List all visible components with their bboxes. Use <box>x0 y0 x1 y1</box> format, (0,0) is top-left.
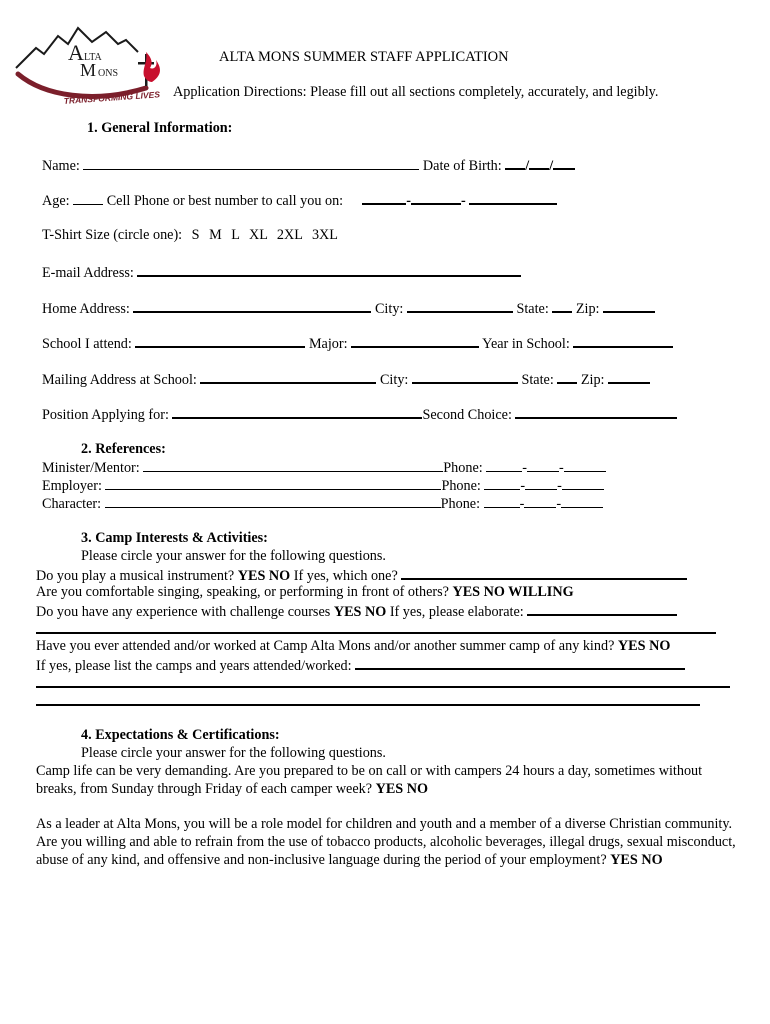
reference-phone-line[interactable] <box>562 476 604 490</box>
phone-dash: - <box>558 460 564 476</box>
age-phone-row <box>42 190 557 210</box>
tshirt-size-l[interactable]: L <box>231 227 240 243</box>
name-row <box>42 155 575 175</box>
answer-line[interactable] <box>36 632 716 634</box>
logo-word2-rest: ONS <box>98 68 119 79</box>
section3-heading: 3. Camp Interests & Activities: <box>81 530 268 546</box>
tshirt-size-s[interactable]: S <box>191 227 200 243</box>
zip-label: Zip: <box>580 372 605 388</box>
reference-phone-label: Phone: <box>441 478 481 494</box>
expectation-conduct <box>36 815 736 869</box>
yes-no-options[interactable]: YES NO <box>333 604 387 620</box>
year-label: Year in School: <box>482 336 570 352</box>
yes-no-options[interactable]: YES NO <box>617 638 671 654</box>
question-performing <box>36 583 574 601</box>
phone-dash: - <box>460 193 466 209</box>
yes-no-options[interactable]: YES NO <box>610 852 663 868</box>
city-label: City: <box>374 301 404 317</box>
zip-label: Zip: <box>575 301 600 317</box>
position-label: Position Applying for: <box>42 407 169 423</box>
instrument-field[interactable] <box>401 565 687 580</box>
challenge-elaborate-field[interactable] <box>527 601 677 616</box>
age-field[interactable] <box>73 191 103 205</box>
logo-letter-m: M <box>80 60 97 80</box>
question-text: Are you comfortable singing, speaking, or performing in front of others? <box>36 584 449 600</box>
reference-phone-area[interactable] <box>484 494 520 508</box>
phone-area-field[interactable] <box>362 190 406 205</box>
state-label: State: <box>521 372 554 388</box>
logo-letter-a: A <box>68 40 84 65</box>
answer-line[interactable] <box>36 686 730 688</box>
section3-instruction: Please circle your answer for the following questions. <box>81 548 386 564</box>
question-attended-camp <box>36 637 670 655</box>
dob-year-field[interactable] <box>553 155 575 170</box>
phone-dash: - <box>556 496 562 512</box>
major-field[interactable] <box>351 333 479 348</box>
reference-name-field[interactable] <box>105 494 441 508</box>
phone-dash: - <box>557 478 562 494</box>
reference-phone-label: Phone: <box>440 496 481 512</box>
mailing-city-field[interactable] <box>412 369 518 384</box>
question-text: Do you play a musical instrument? <box>36 568 235 584</box>
mailing-address-field[interactable] <box>200 369 376 384</box>
home-address-row <box>42 298 655 318</box>
question-followup: If yes, please elaborate: <box>389 604 524 620</box>
phone-dash: - <box>406 193 411 209</box>
reference-row <box>42 458 606 477</box>
phone-prefix-field[interactable] <box>411 190 461 205</box>
email-row <box>42 262 521 282</box>
dob-month-field[interactable] <box>505 155 525 170</box>
reference-phone-area[interactable] <box>484 476 520 490</box>
reference-phone-prefix[interactable] <box>525 476 557 490</box>
question-text: Have you ever attended and/or worked at Camp Alta Mons and/or another summer camp of any kind? <box>36 638 615 654</box>
question-text: Do you have any experience with challenge courses <box>36 604 331 620</box>
phone-dash: - <box>520 478 526 494</box>
yes-no-options[interactable]: YES NO <box>375 781 429 797</box>
expectation-availability <box>36 762 736 798</box>
reference-phone-prefix[interactable] <box>524 494 556 508</box>
question-challenge-courses <box>36 601 677 621</box>
mailing-address-row <box>42 369 650 389</box>
page-title: ALTA MONS SUMMER STAFF APPLICATION <box>219 49 509 65</box>
phone-label: Cell Phone or best number to call you on: <box>106 193 344 209</box>
home-address-label: Home Address: <box>42 301 130 317</box>
reference-phone-line[interactable] <box>564 458 606 472</box>
tshirt-row <box>42 226 338 244</box>
reference-label: Character: <box>42 496 102 512</box>
position-row <box>42 404 677 424</box>
email-label: E-mail Address: <box>42 265 134 281</box>
yes-no-options[interactable]: YES NO <box>237 568 291 584</box>
reference-label: Employer: <box>42 478 102 494</box>
dob-slash: / <box>525 158 530 174</box>
question-text: If yes, please list the camps and years attended/worked: <box>36 658 352 674</box>
reference-phone-label: Phone: <box>443 460 483 476</box>
school-label: School I attend: <box>42 336 132 352</box>
home-address-field[interactable] <box>133 298 371 313</box>
question-followup: If yes, which one? <box>293 568 398 584</box>
name-label: Name: <box>42 158 80 174</box>
expectation-text: Camp life can be very demanding. Are you prepared to be on call or with campers 24 hours a day, sometimes without breaks, from Sunday through Friday of each camper week? <box>36 763 703 797</box>
dob-label: Date of Birth: <box>422 158 502 174</box>
reference-phone-prefix[interactable] <box>527 458 559 472</box>
logo-word1-rest: LTA <box>84 52 102 63</box>
phone-line-field[interactable] <box>469 190 557 205</box>
home-city-field[interactable] <box>407 298 513 313</box>
home-state-field[interactable] <box>552 298 572 313</box>
section2-heading: 2. References: <box>81 441 166 457</box>
dob-slash: / <box>549 158 554 174</box>
alta-mons-logo <box>14 18 174 110</box>
tshirt-label: T-Shirt Size (circle one): <box>42 227 183 243</box>
home-zip-field[interactable] <box>603 298 655 313</box>
reference-phone-area[interactable] <box>486 458 522 472</box>
phone-dash: - <box>519 496 525 512</box>
reference-name-field[interactable] <box>105 476 441 490</box>
mailing-address-label: Mailing Address at School: <box>42 372 197 388</box>
year-field[interactable] <box>573 333 673 348</box>
reference-row <box>42 494 603 513</box>
school-row <box>42 333 673 353</box>
second-choice-field[interactable] <box>515 404 677 419</box>
position-field[interactable] <box>172 404 422 419</box>
tshirt-size-3xl[interactable]: 3XL <box>311 227 338 243</box>
mailing-state-field[interactable] <box>557 369 577 384</box>
cross-and-flame-icon <box>138 52 160 86</box>
phone-dash: - <box>522 460 527 476</box>
answer-line[interactable] <box>36 704 700 706</box>
email-field[interactable] <box>137 262 521 277</box>
second-choice-label: Second Choice: <box>422 407 512 423</box>
tshirt-size-xl[interactable]: XL <box>248 227 268 243</box>
city-label: City: <box>379 372 409 388</box>
section1-heading: 1. General Information: <box>87 120 233 136</box>
question-camps-list <box>36 655 685 675</box>
state-label: State: <box>516 301 549 317</box>
tshirt-size-m[interactable]: M <box>209 227 222 243</box>
school-field[interactable] <box>135 333 305 348</box>
expectation-text: As a leader at Alta Mons, you will be a role model for children and youth and a member of a diverse Christian community. Are you willing and able to refrain from the use of tobacco products, alcoholic beverages, illegal drugs, sexual misconduct, abuse of any kind, and offensive and non-inclusive language during the period of your employment? <box>36 816 736 868</box>
mailing-zip-field[interactable] <box>608 369 650 384</box>
reference-row <box>42 476 604 495</box>
reference-label: Minister/Mentor: <box>42 460 140 476</box>
reference-name-field[interactable] <box>143 458 443 472</box>
reference-phone-line[interactable] <box>561 494 603 508</box>
age-label: Age: <box>42 193 70 209</box>
application-directions: Application Directions: Please fill out all sections completely, accurately, and legibly. <box>173 84 659 100</box>
logo-graphic <box>14 18 174 110</box>
tshirt-size-2xl[interactable]: 2XL <box>276 227 303 243</box>
dob-day-field[interactable] <box>529 155 549 170</box>
question-instrument <box>36 565 687 585</box>
yes-no-willing-options[interactable]: YES NO WILLING <box>452 584 574 600</box>
logo-tagline: TRANSFORMING LIVES <box>63 89 161 106</box>
name-field[interactable] <box>83 156 419 170</box>
section4-instruction: Please circle your answer for the following questions. <box>81 745 386 761</box>
camps-list-field[interactable] <box>355 655 685 670</box>
major-label: Major: <box>308 336 348 352</box>
section4-heading: 4. Expectations & Certifications: <box>81 727 280 743</box>
